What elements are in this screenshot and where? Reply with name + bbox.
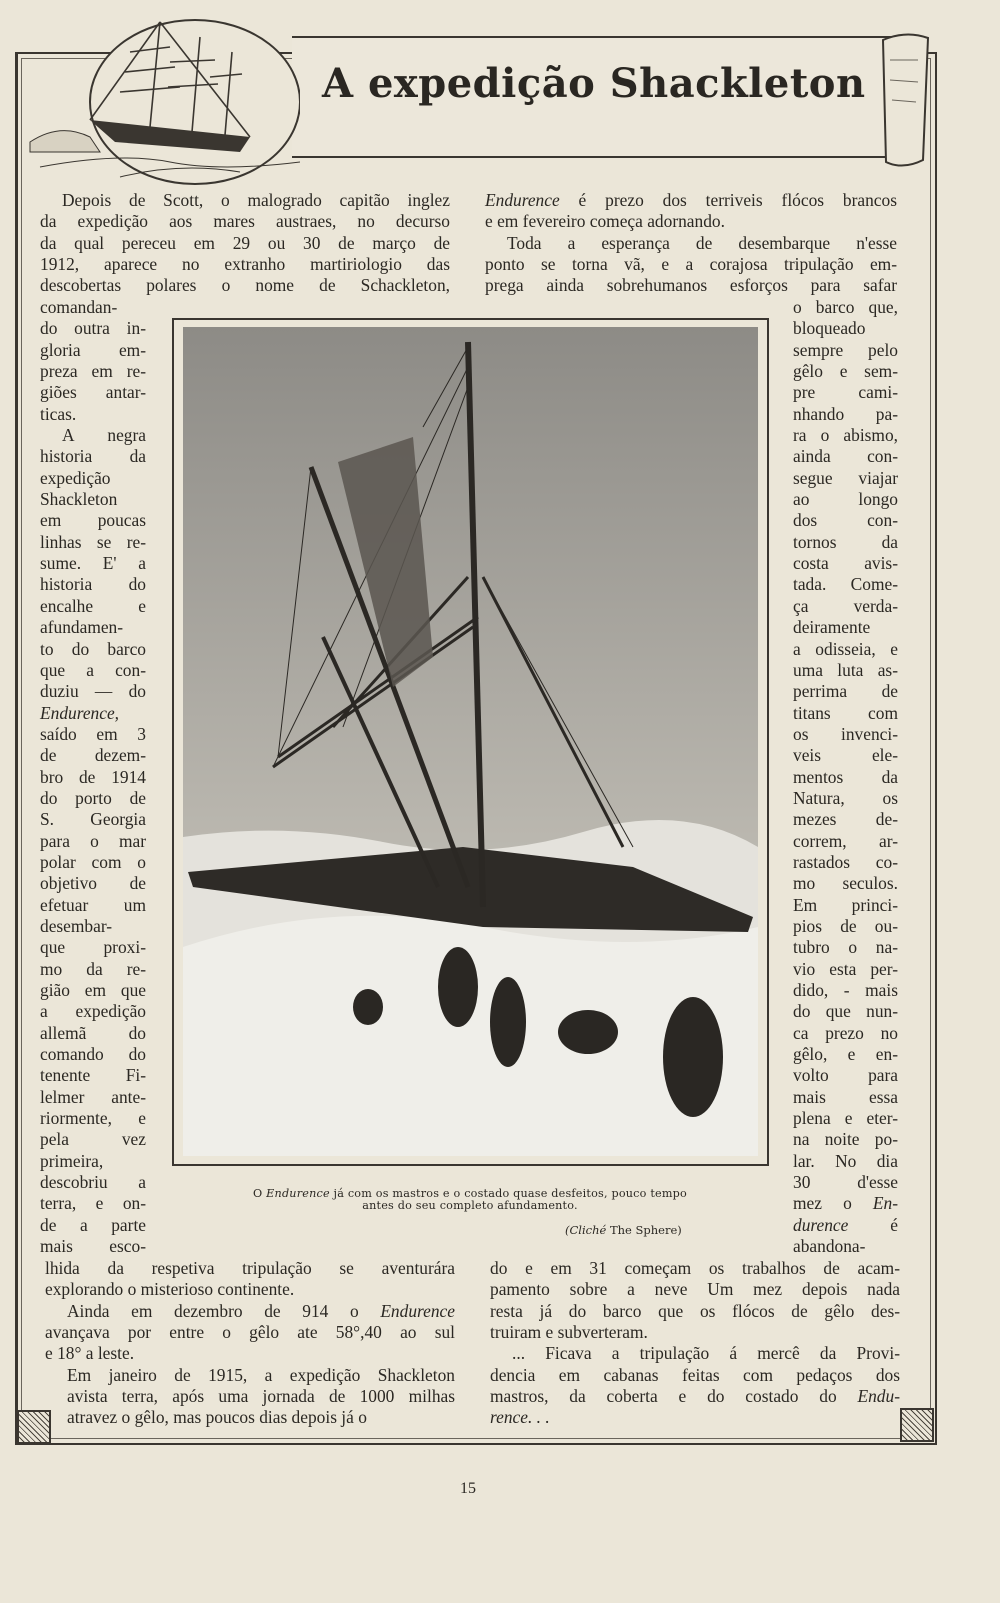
text-line: para o mar [40, 830, 146, 851]
italic-text-segment: rence. . . [490, 1407, 550, 1428]
text-line: ca prezo no [793, 1022, 898, 1043]
text-line: historia da [40, 446, 146, 467]
text-line: e 18° a leste. [45, 1343, 135, 1364]
text-line: costa avis- [793, 553, 898, 574]
text-line: gião em que [40, 980, 146, 1000]
text-line: do outra in- [40, 318, 146, 339]
text-segment: é prezo dos terriveis flócos brancos [559, 190, 897, 210]
italic-text-segment: Endurence [380, 1300, 455, 1321]
text-line: preza em re- [40, 361, 146, 382]
text-line: expedição [40, 467, 111, 488]
page-title: A expedição Shackleton [322, 60, 866, 107]
text-line: descobriu a [40, 1172, 146, 1193]
text-line: riormente, e [40, 1108, 146, 1129]
text-line: Depois de Scott, o malogrado capitão inglez [62, 190, 450, 210]
text-line: truiram e subverteram. [490, 1322, 648, 1343]
italic-text-segment: Endurence, [40, 702, 120, 723]
text-line: de dezem- [40, 745, 146, 766]
text-line: pre cami- [793, 382, 898, 403]
text-column-top-left [40, 190, 450, 297]
text-line: comando do [40, 1044, 146, 1065]
text-line: da qual pereceu em 29 ou 30 de março de [40, 232, 450, 253]
text-line: 30 d'esse [793, 1172, 898, 1193]
page-number: 15 [460, 1480, 476, 1497]
text-line: mo seculos. [793, 873, 898, 894]
text-line: pamento sobre a neve Um mez depois nada [490, 1279, 900, 1300]
text-line: a expedição [40, 1001, 146, 1022]
text-line: pios de ou- [793, 915, 898, 936]
text-segment: mastros, da coberta e do costado do [490, 1386, 858, 1407]
text-segment: mez o [793, 1193, 873, 1214]
text-line: lhida da respetiva tripulação se aventurára [45, 1258, 455, 1278]
text-line: A negra [62, 425, 146, 446]
text-line: linhas se re- [40, 531, 146, 552]
text-line: ra o abismo, [793, 425, 898, 446]
text-line: afundamen- [40, 617, 124, 638]
credit-prefix: (Cliché [565, 1223, 607, 1237]
caption-text: O [253, 1187, 267, 1200]
text-line: Em princi- [793, 894, 898, 915]
italic-text-segment: En- [872, 1193, 898, 1214]
text-line: mais essa [793, 1086, 898, 1107]
text-line [490, 1386, 900, 1407]
text-line: ticas. [40, 403, 77, 424]
text-line: ... Ficava a tripulação á mercê da Provi- [512, 1343, 900, 1364]
text-line: ponto se torna vã, e a corajosa tripulação em- [485, 254, 897, 275]
text-line: Shackleton [40, 489, 118, 510]
text-line: lelmer ante- [40, 1086, 146, 1107]
text-line [490, 1407, 900, 1428]
text-line: Natura, os [793, 787, 898, 808]
text-line: que a con- [40, 659, 146, 680]
text-line: titans com [793, 702, 898, 723]
caption-ship-name: Endurence [266, 1187, 330, 1200]
text-line: allemã do [40, 1022, 146, 1043]
text-line: sempre pelo [793, 339, 898, 360]
text-line: S. Georgia [40, 809, 146, 830]
text-line: correm, ar- [793, 830, 898, 851]
text-line [485, 190, 897, 211]
text-line: atravez o gêlo, mas poucos dias depois já o [67, 1407, 367, 1428]
text-line: saído em 3 [40, 723, 146, 744]
text-line: gêlo, e en- [793, 1044, 898, 1065]
text-line: ça verda- [793, 595, 898, 616]
text-line: avançava por entre o gêlo ate 58°,40 ao sul [45, 1322, 455, 1343]
text-column-top-right [485, 190, 897, 297]
text-line: to do barco [40, 638, 146, 659]
text-line: os invenci- [793, 723, 898, 744]
text-segment: Ainda em dezembro de 914 o [67, 1300, 381, 1321]
text-line: duziu — do [40, 681, 146, 702]
text-line: dencia em cabanas feitas com pedaços dos [490, 1364, 900, 1385]
text-line: segue viajar [793, 467, 898, 488]
text-line: abandona- [793, 1236, 866, 1257]
text-column-bottom-left [45, 1258, 455, 1429]
text-line: do que nun- [793, 1001, 898, 1022]
text-line: de a parte [40, 1214, 146, 1235]
text-line: avista terra, após uma jornada de 1000 milhas [67, 1386, 455, 1407]
text-line: na noite po- [793, 1129, 898, 1150]
text-line: perrima de [793, 681, 898, 702]
italic-text-segment: durence [793, 1214, 849, 1235]
text-line: dido, - mais [793, 980, 898, 1000]
text-line: tenente Fi- [40, 1065, 146, 1086]
text-line: Em janeiro de 1915, a expedição Shackleton [67, 1364, 455, 1385]
text-line: em poucas [40, 510, 146, 531]
text-line: plena e eter- [793, 1108, 898, 1129]
text-line: desembar- [40, 915, 113, 936]
text-line: historia do [40, 574, 146, 595]
text-line: objetivo de [40, 873, 146, 894]
text-line: tada. Come- [793, 574, 898, 595]
text-segment: é [848, 1214, 898, 1235]
text-line: a odisseia, e [793, 638, 898, 659]
text-line: ainda con- [793, 446, 898, 467]
text-line [793, 1193, 898, 1214]
text-line: rastados co- [793, 851, 898, 872]
ship-vignette-icon [20, 12, 300, 187]
text-line: gêlo e sem- [793, 361, 898, 382]
text-line: gloria em- [40, 339, 146, 360]
text-line: explorando o misterioso continente. [45, 1279, 295, 1300]
text-line: polar com o [40, 851, 146, 872]
text-line: do e em 31 começam os trabalhos de acam- [490, 1258, 900, 1278]
text-line: sume. E' a [40, 553, 146, 574]
photo-caption [190, 1188, 750, 1212]
text-line: bloqueado [793, 318, 866, 339]
text-line: Toda a esperança de desembarque n'esse [507, 232, 897, 253]
credit-source: The Sphere) [606, 1223, 682, 1237]
text-line: terra, e on- [40, 1193, 146, 1214]
text-line: mais esco- [40, 1236, 146, 1257]
text-line [793, 1215, 898, 1236]
text-line: giões antar- [40, 382, 146, 403]
text-line: encalhe e [40, 595, 146, 616]
scroll-ornament-icon [878, 30, 933, 170]
text-line: tubro o na- [793, 937, 898, 958]
text-column-bottom-right [490, 1258, 900, 1429]
text-line [40, 703, 146, 724]
text-line: uma luta as- [793, 659, 898, 680]
italic-text-segment: Endurence [485, 190, 560, 210]
text-line: do porto de [40, 787, 146, 808]
text-line: nhando pa- [793, 403, 898, 424]
text-line: 1912, aparece no extranho martiriologio das [40, 254, 450, 275]
text-column-left-narrow [40, 297, 146, 1257]
photo-credit [565, 1223, 682, 1237]
text-line: vio esta per- [793, 958, 898, 979]
text-line: mo da re- [40, 958, 146, 979]
text-line: tornos da [793, 531, 898, 552]
italic-text-segment: Endu- [857, 1386, 900, 1407]
text-line: descobertas polares o nome de Schackleton, [40, 275, 450, 296]
corner-ornament-icon [17, 1410, 51, 1444]
caption-text-cont: já com os mastros e o costado quase desfeitos, pouco tempo [329, 1187, 687, 1200]
text-line: primeira, [40, 1150, 104, 1171]
text-line: bro de 1914 [40, 766, 146, 787]
text-column-right-narrow [793, 297, 898, 1257]
text-line: veis ele- [793, 745, 898, 766]
text-line: da expedição aos mares austraes, no decurso [40, 211, 450, 232]
text-line: dos con- [793, 510, 898, 531]
text-line: deiramente [793, 617, 871, 638]
text-line [45, 1301, 455, 1322]
text-line: o barco que, [793, 297, 898, 317]
text-line: resta já do barco que os flócos de gêlo des- [490, 1300, 900, 1321]
text-line: mezes de- [793, 809, 898, 830]
text-line: pela vez [40, 1129, 146, 1150]
text-line: volto para [793, 1065, 898, 1086]
text-line: prega ainda sobrehumanos esforços para safar [485, 275, 897, 296]
text-line: lar. No dia [793, 1150, 898, 1171]
text-line: que proxi- [40, 937, 146, 958]
corner-ornament-icon [900, 1408, 934, 1442]
text-line: efetuar um [40, 894, 146, 915]
text-line: e em fevereiro começa adornando. [485, 211, 725, 232]
endurance-ship-photo [183, 327, 758, 1156]
text-line: comandan- [40, 297, 118, 317]
text-line: mentos da [793, 766, 898, 787]
caption-line-2: antes do seu completo afundamento. [362, 1199, 578, 1212]
text-line: ao longo [793, 489, 898, 510]
